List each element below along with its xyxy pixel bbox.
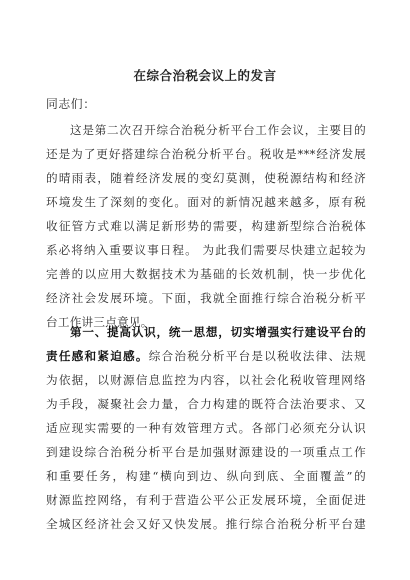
paragraph-line-text: 综合治税分析平台是以税收法律、法规 [148, 349, 366, 363]
paragraph-line: 还是为了更好搭建综合治税分析平台。税收是***经济发展 [46, 147, 366, 161]
paragraph-line: 为依据，以财源信息监控为内容，以社会化税收管理网络 [46, 373, 366, 387]
paragraph-line: 系必将纳入重要议事日程。 为此我们需要尽快建立起较为 [46, 243, 366, 257]
paragraph-line: 经济社会发展环境。下面，我就全面推行综合治税分析平 [46, 291, 366, 305]
paragraph-line [46, 344, 366, 368]
paragraph-line: 收征管方式难以满足新形势的需要，构建新型综合治税体 [46, 219, 366, 233]
paragraph-point-one [46, 320, 366, 536]
paragraph-line: 完善的以应用大数据技术为基础的长效机制，快一步优化 [46, 267, 366, 281]
paragraph-line: 环境发生了深刻的变化。面对的新情况越来越多，原有税 [46, 195, 366, 209]
paragraph-line: 财源监控网络，有利于营造公平公正发展环境，全面促进 [46, 493, 366, 507]
paragraph-line: 台工作讲三点意见。 [46, 315, 153, 329]
salutation: 同志们： [46, 97, 96, 111]
paragraph-line: 这是第二次召开综合治税分析平台工作会议，主要目的 [70, 123, 366, 137]
document-title: 在综合治税会议上的发言 [133, 68, 277, 83]
paragraph-line: 和重要任务，构建“横向到边、纵向到底、全面覆盖”的 [46, 469, 366, 483]
paragraph-line: 全城区经济社会又好又快发展。推行综合治税分析平台建 [46, 517, 366, 531]
paragraph-intro [46, 118, 366, 334]
paragraph-line: 为手段，凝聚社会力量，合力构建的既符合法治要求、又 [46, 397, 366, 411]
section-heading-line: 第一、提高认识，统一思想，切实增强实行建设平台的 [70, 325, 366, 339]
paragraph-line: 适应现实需要的一种有效管理方式。各部门必须充分认识 [46, 421, 366, 435]
section-heading-emphasis: 责任感和紧迫感。 [46, 349, 149, 363]
paragraph-line: 到建设综合治税分析平台是加强财源建设的一项重点工作 [46, 445, 366, 459]
paragraph-line: 的晴雨表，随着经济发展的变幻莫测，使税源结构和经济 [46, 171, 366, 185]
